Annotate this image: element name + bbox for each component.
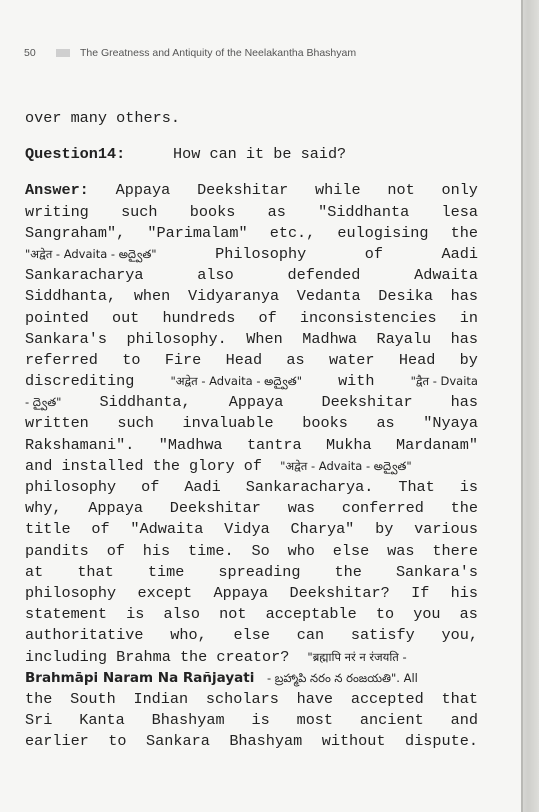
text-line: philosophy of Aadi Sankaracharya. That is [25,478,478,496]
text-line: Rakshamani". "Madhwa tantra Mukha Mardanam" [25,435,478,454]
script-term: "अद्वेत - Advaita - అద్వైత" [25,246,157,261]
page-number: 50 [24,47,36,59]
book-page-edge [521,0,539,812]
text-line: "अद्वेत - Advaita - అద్వైత" Philosophy of Aadi [25,244,478,265]
text-line: the South Indian scholars have accepted that [25,689,478,708]
text-line: including Brahma the creator? "ब्रह्मापि नरं न रंजयति - [25,647,478,668]
text-line: and installed the glory of "अद्वेत - Advaita - అద్వైత" [25,456,478,477]
text-line: title of "Adwaita Vidya Charya" by various [25,520,478,539]
text-line: earlier to Sankara Bhashyam without dispute. [25,732,478,751]
text-line: why, Appaya Deekshitar was conferred the [25,499,478,518]
text-line: pointed out hundreds of inconsistencies in [25,308,478,327]
text-line: writing such books as "Siddhanta lesa [25,202,478,221]
text-line: Sri Kanta Bhashyam is most ancient and [25,711,478,730]
answer-label: Answer: [25,181,89,200]
page-body [25,108,478,752]
text-line: written such invaluable books as "Nyaya [25,414,478,433]
answer-line: Answer: Appaya Deekshitar while not only [25,180,478,201]
script-term: "अद्वेत - Advaita - అద్వైత" [170,374,302,389]
running-header [24,47,356,59]
transliteration: Brahmāpi Naram Na Rañjayati [25,669,255,686]
running-title: The Greatness and Antiquity of the Neelakantha Bhashyam [80,47,357,59]
script-term: "अद्वेत - Advaita - అద్వైత" [280,458,412,473]
text-line [25,668,478,689]
script-term: "द्वैत - Dvaita [410,374,478,389]
text-line: over many others. [25,109,180,127]
script-term: "ब्रह्मापि नरं न रंजयति - [307,649,407,664]
text-line: pandits of his time. So who else was there [25,541,478,560]
text-line: at that time spreading the Sankara's [25,562,478,581]
text-line: Sankara's philosophy. When Madhwa Rayalu has [25,329,478,348]
question-line [25,144,478,165]
text-line: philosophy except Appaya Deekshitar? If his [25,583,478,602]
script-term: - ద్వైత" [25,395,62,410]
script-term: - బ్రహ్మాపి నరం న రంజయతి". All [263,670,418,685]
text-line: statement is also not acceptable to you as [25,605,478,624]
text-line: referred to Fire Head as water Head by [25,350,478,369]
question-text: How can it be said? [173,145,347,164]
question-label: Question14: [25,145,126,164]
text-line: - ద్వైత" Siddhanta, Appaya Deekshitar has [25,392,478,413]
text-line: discrediting "अद्वेत - Advaita - అద్వైత" with "द्वैत - Dvaita [25,371,478,392]
text-line: Sankaracharya also defended Adwaita [25,266,478,285]
header-separator [56,49,70,57]
text-line: authoritative who, else can satisfy you, [25,626,478,645]
text-line: Sangraham", "Parimalam" etc., eulogising the [25,223,478,242]
text-line: Siddhanta, when Vidyaranya Vedanta Desika has [25,287,478,306]
